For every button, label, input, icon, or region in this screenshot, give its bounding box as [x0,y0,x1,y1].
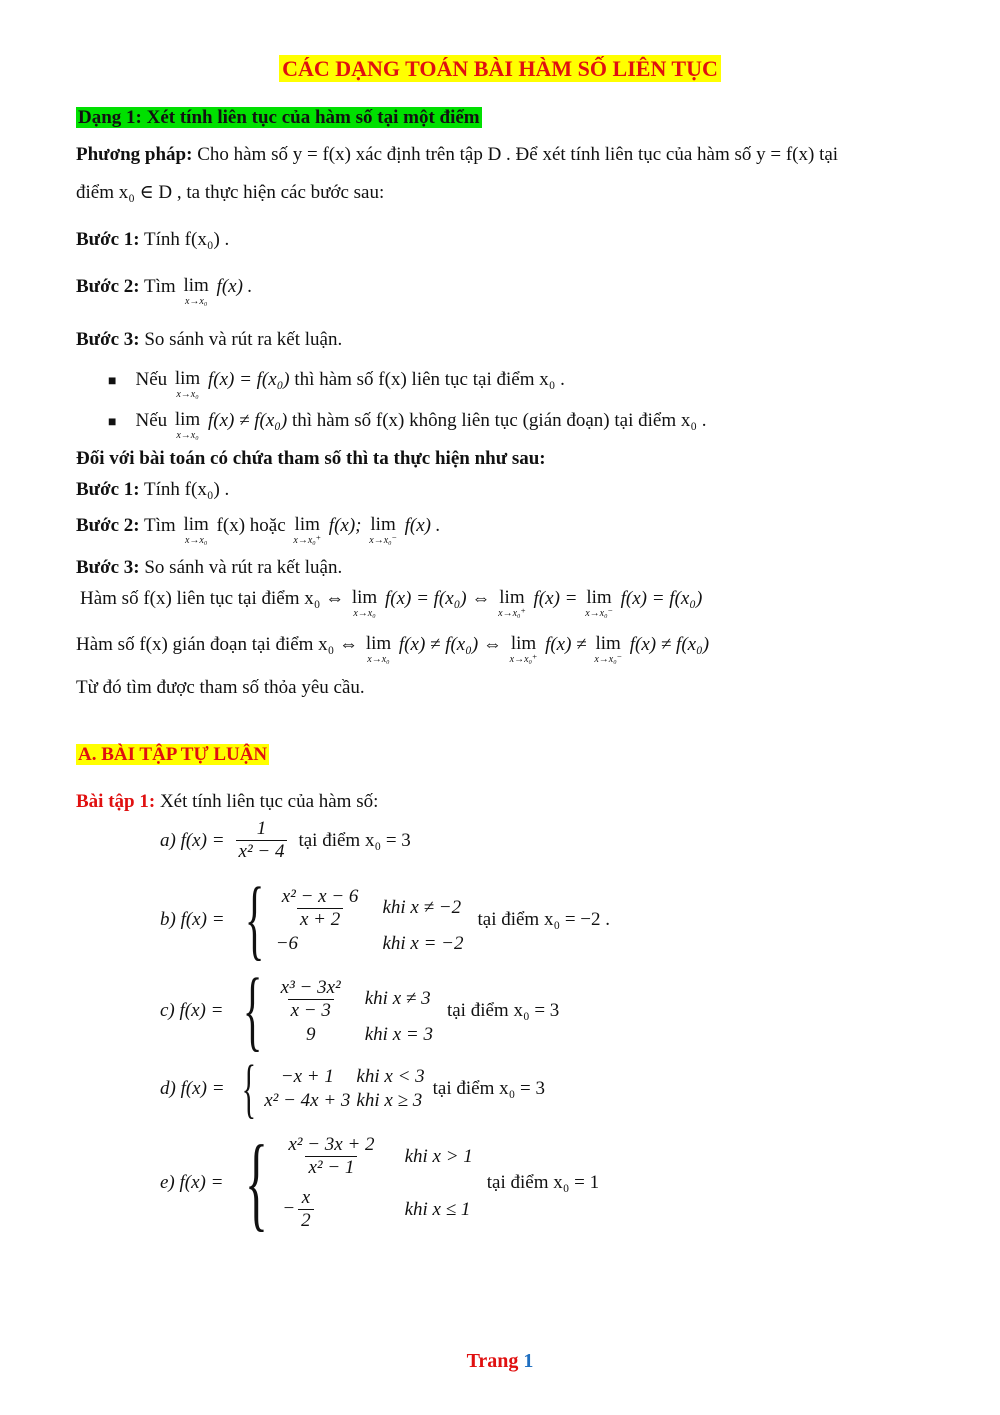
piecewise: −x + 1 khi x < 3 x² − 4x + 3 khi x ≥ 3 [264,1066,425,1111]
discontinuity-condition: Hàm số f(x) gián đoạn tại điểm x₀ ⇔ lim x→x₀ f(x) ≠ f(x₀) ⇔ lim x→x₀⁺ f(x) ≠ lim x→x₀⁻ f(x) ≠ f(x₀) [76,633,710,665]
left-brace-icon: { [241,1052,256,1125]
section-a-heading: A. BÀI TẬP TỰ LUẬN [78,744,268,765]
left-brace-icon: { [243,961,263,1060]
fraction: $\frac{\text{x³ − 3x²}}{x - 3}$ [280,976,341,1021]
page-title: CÁC DẠNG TOÁN BÀI HÀM SỐ LIÊN TỤC [0,56,1000,82]
param-step-2: Bước 2: Tìm lim x→x₀ f(x) hoặc lim x→x₀⁺ f(x); lim x→x₀⁻ f(x) . [76,514,441,546]
continuity-condition: Hàm số f(x) liên tục tại điểm x₀ ⇔ lim x→x₀ f(x) = f(x₀) ⇔ lim x→x₀⁺ f(x) = lim x→x₀⁻ f(x) = f(x₀) [80,587,703,619]
left-brace-icon: { [244,870,264,969]
limit-expression: lim x→x₀ [174,368,201,400]
piecewise: $\frac{\text{x² − x − 6}}{x + 2}$ khi x ≠ −2 −6 khi x = −2 [275,885,464,954]
limit-expression: lim x→x₀⁻ [585,587,613,619]
dang1-heading: Dạng 1: Xét tính liên tục của hàm số tại một điểm [78,107,480,128]
bullet-continuous: ■ Nếu lim x→x₀ f(x) = f(x₀) thì hàm số f(x) liên tục tại điểm x₀ . [108,368,565,400]
param-step-1: Bước 1: Tính f(x₀) . [76,479,230,500]
step-3: Bước 3: So sánh và rút ra kết luận. [76,329,343,350]
limit-expression: lim x→x₀ [183,275,209,307]
param-step-3: Bước 3: So sánh và rút ra kết luận. [76,557,343,578]
method-line-1: Phương pháp: Cho hàm số y = f(x) xác định trên tập D . Để xét tính liên tục của hàm số y = f(x) tại [76,144,839,165]
bullet-discontinuous: ■ Nếu lim x→x₀ f(x) ≠ f(x₀) thì hàm số f(x) không liên tục (gián đoạn) tại điểm x₀ . [108,409,707,441]
exercise-1-heading: Bài tập 1: Xét tính liên tục của hàm số: [76,791,379,812]
limit-expression: lim x→x₀⁺ [498,587,526,619]
step-2: Bước 2: Tìm lim x→x₀ f(x) . [76,275,253,307]
square-bullet-icon: ■ [108,374,117,389]
exercise-1c: c) f(x) = { $\frac{\text{x³ − 3x²}}{x - 3}$ khi x ≠ 3 9 khi x = 3 tại điểm x₀ = 3 [160,961,560,1060]
exercise-1a: a) f(x) = $\frac{1}{\text{x² − 4}}$ tại điểm x₀ = 3 [160,818,411,862]
method-line-2: điểm x₀ ∈ D , ta thực hiện các bước sau: [76,182,385,203]
step-1: Bước 1: Tính f(x₀) . [76,229,230,250]
fraction: $\frac{\text{x² − x − 6}}{x + 2}$ [281,885,359,930]
piecewise: $\frac{\text{x³ − 3x²}}{x - 3}$ khi x ≠ 3 9 khi x = 3 [275,977,433,1046]
limit-expression: lim x→x₀ [365,633,392,665]
limit-expression: lim x→x₀⁻ [369,514,397,546]
limit-expression: lim x→x₀⁺ [293,514,322,546]
fraction: $\frac{\text{x² − 3x + 2}}{\text{x² − 1}}$ [288,1134,375,1178]
limit-expression: lim x→x₀⁺ [509,633,538,665]
conclusion-text: Từ đó tìm được tham số thỏa yêu cầu. [76,677,365,698]
limit-expression: lim x→x₀ [174,409,201,441]
exercise-1d: d) f(x) = { −x + 1 khi x < 3 x² − 4x + 3 khi x ≥ 3 tại điểm x₀ = 3 [160,1052,545,1125]
param-heading: Đối với bài toán có chứa tham số thì ta thực hiện như sau: [76,448,546,469]
piecewise: $\frac{\text{x² − 3x + 2}}{\text{x² − 1}}$ khi x > 1 − $\frac{x}{2}$ khi x ≤ 1 [282,1134,473,1231]
left-brace-icon: { [245,1124,269,1241]
exercise-1e: e) f(x) = { $\frac{\text{x² − 3x + 2}}{\text{x² − 1}}$ khi x > 1 − $\frac{x}{2}$ khi x ≤ 1 tại điểm x₀ = 1 [160,1124,600,1241]
limit-expression: lim x→x₀ [351,587,378,619]
exercise-1b: b) f(x) = { $\frac{\text{x² − x − 6}}{x + 2}$ khi x ≠ −2 −6 khi x = −2 tại điểm x₀ = −2 . [160,870,611,969]
limit-expression: lim x→x₀⁻ [594,633,622,665]
fraction: $\frac{x}{2}$ [298,1187,314,1232]
square-bullet-icon: ■ [108,415,117,430]
limit-expression: lim x→x₀ [183,514,209,546]
fraction: $\frac{1}{\text{x² − 4}}$ [236,818,288,863]
page-footer: Trang 1 [466,1350,534,1372]
